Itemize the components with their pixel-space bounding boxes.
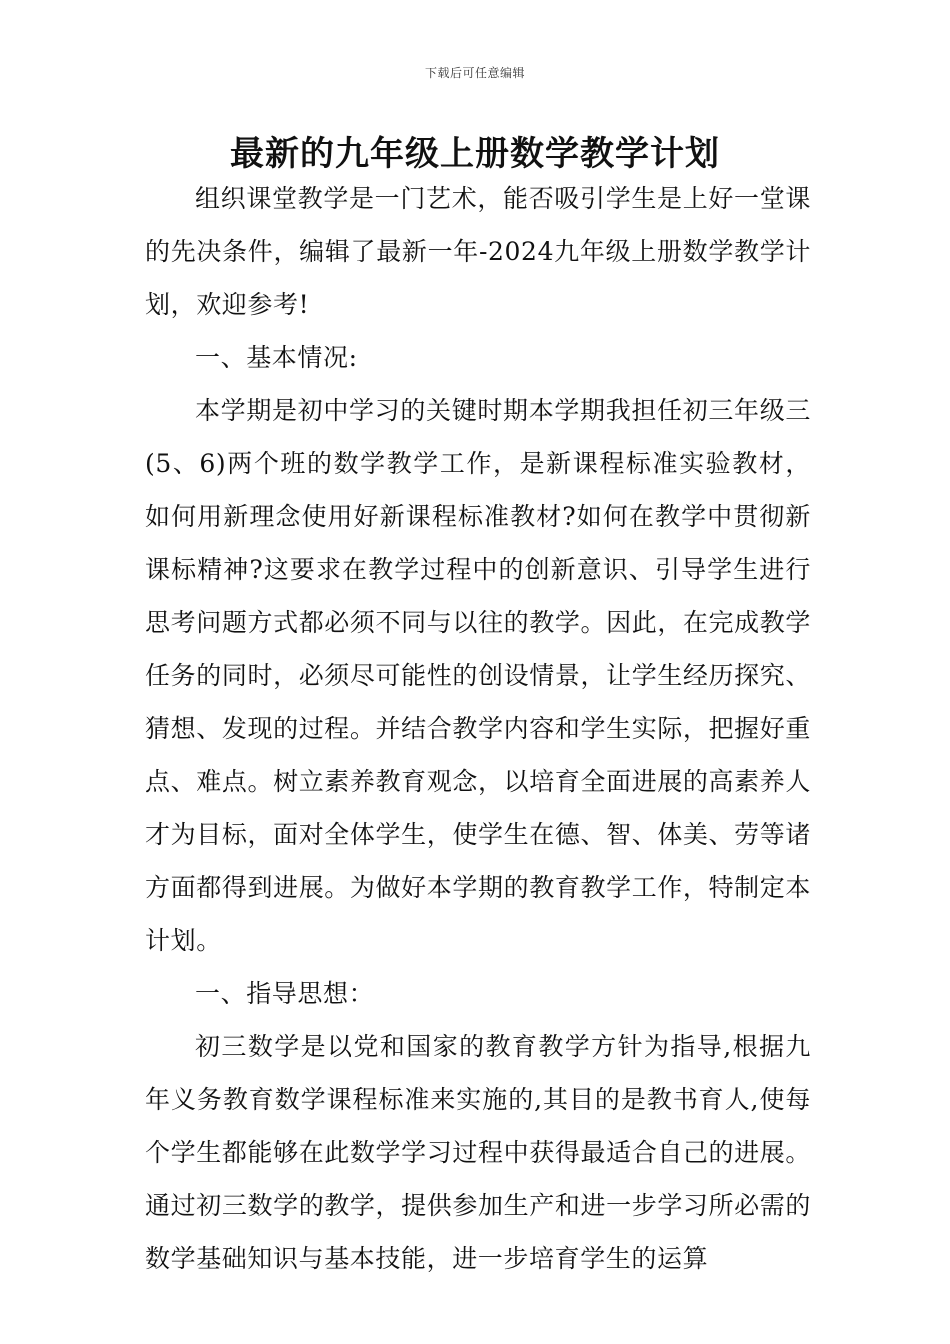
section-heading-basic-situation: 一、基本情况: bbox=[195, 343, 358, 372]
header-note: 下载后可任意编辑 bbox=[424, 66, 525, 80]
document-title: 最新的九年级上册数学教学计划 bbox=[230, 134, 720, 174]
guiding-ideology-paragraph: 初三数学是以党和国家的教育教学方针为指导,根据九年义务教育数学课程标准来实施的,其目的是教书育人,使每个学生都能够在此数学学习过程中获得最适合自己的进展。通过初三数学的教学，提供参加生产和进一步学习所必需的数学基础知识与基本技能，进一步培育学生的运算 bbox=[145, 1032, 811, 1273]
basic-situation-paragraph: 本学期是初中学习的关键时期本学期我担任初三年级三(5、6)两个班的数学教学工作，是新课程标准实验教材，如何用新理念使用好新课程标准教材?如何在教学中贯彻新课标精神?这要求在教学过程中的创新意识、引导学生进行思考问题方式都必须不同与以往的教学。因此，在完成教学任务的同时，必须尽可能性的创设情景，让学生经历探究、猜想、发现的过程。并结合教学内容和学生实际，把握好重点、难点。树立素养教育观念，以培育全面进展的高素养人才为目标，面对全体学生，使学生在德、智、体美、劳等诸方面都得到进展。为做好本学期的教育教学工作，特制定本计划。 bbox=[145, 396, 811, 955]
document-body bbox=[145, 172, 811, 1285]
section-heading-guiding-ideology: 一、指导思想： bbox=[195, 979, 375, 1008]
intro-paragraph: 组织课堂教学是一门艺术，能否吸引学生是上好一堂课的先决条件，编辑了最新一年-2024九年级上册数学教学计划，欢迎参考! bbox=[145, 184, 811, 319]
